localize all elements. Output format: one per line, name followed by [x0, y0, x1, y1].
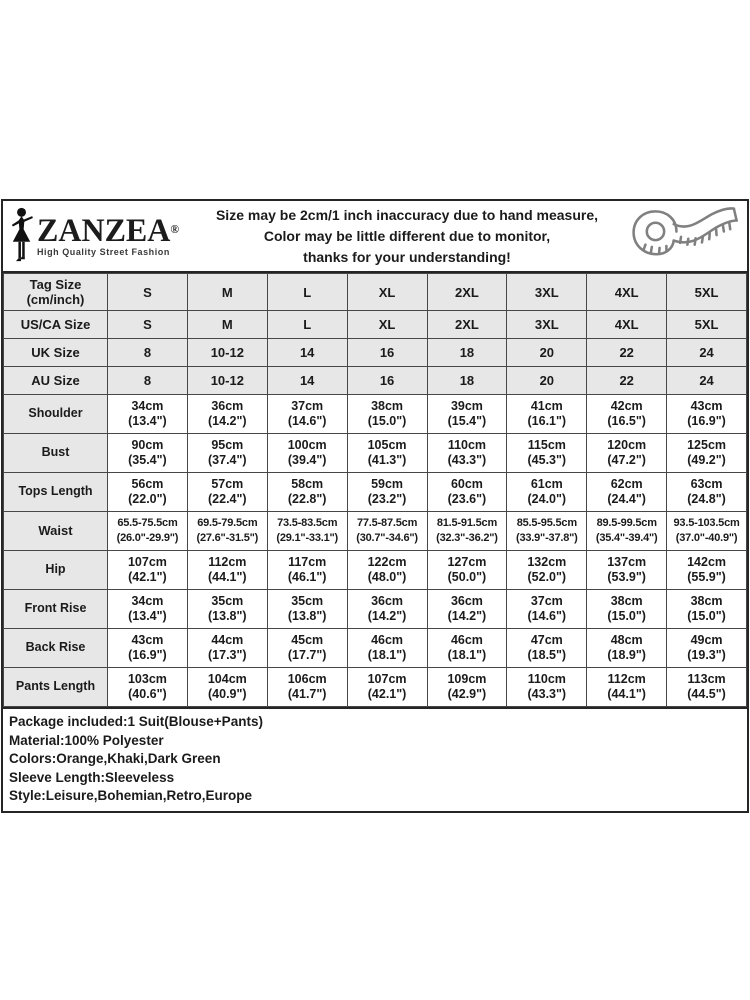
measurement-cell [108, 395, 188, 434]
row-label: UK Size [4, 339, 108, 367]
measurement-inch: (27.6"-31.5") [196, 532, 259, 544]
measurement-cell [267, 551, 347, 590]
measurement-inch: (39.4") [287, 453, 327, 467]
measurement-cell [507, 590, 587, 629]
measurement-cm: 59cm [371, 476, 404, 491]
measurement-cm: 110cm [527, 671, 566, 686]
table-row [4, 473, 747, 512]
measurement-cm: 39cm [450, 398, 483, 413]
measurement-inch: (24.0") [527, 492, 567, 506]
measurement-inch: (44.1") [607, 687, 646, 701]
measurement-cm: 89.5-99.5cm [596, 516, 657, 529]
brand-tagline: High Quality Street Fashion [37, 246, 170, 257]
measurement-cell [667, 668, 747, 707]
table-row [4, 434, 747, 473]
size-value-cell: 4XL [587, 311, 667, 339]
measurement-inch: (42.9") [447, 687, 487, 701]
row-label: Front Rise [4, 590, 108, 629]
size-value-cell: 2XL [427, 311, 507, 339]
row-label: Hip [4, 551, 108, 590]
measurement-cell [667, 551, 747, 590]
size-value-cell: 14 [267, 339, 347, 367]
measurement-cm: 105cm [367, 437, 407, 452]
measurement-cm: 34cm [131, 593, 164, 608]
measurement-cell [187, 473, 267, 512]
size-table [3, 273, 747, 707]
measurement-inch: (17.3") [208, 648, 247, 662]
size-value-cell: M [187, 311, 267, 339]
measurement-cm: 57cm [211, 476, 244, 491]
measurement-cell [108, 473, 188, 512]
measurement-cm: 103cm [127, 671, 167, 686]
measurement-cell [427, 473, 507, 512]
product-info-package: Package included:1 Suit(Blouse+Pants) [9, 714, 263, 729]
measurement-cell [507, 629, 587, 668]
measurement-cell [108, 434, 188, 473]
measurement-cm: 106cm [287, 671, 327, 686]
size-column-cell: S [108, 274, 188, 311]
measurement-cm: 122cm [367, 554, 407, 569]
measurement-cm: 47cm [530, 632, 563, 647]
measurement-cell [187, 590, 267, 629]
size-value-cell: 8 [108, 367, 188, 395]
measurement-cm: 115cm [527, 437, 566, 452]
row-label: Pants Length [4, 668, 108, 707]
measurement-inch: (14.2") [367, 609, 407, 623]
size-value-cell: S [108, 311, 188, 339]
measurement-cell [187, 512, 267, 551]
measurement-inch: (18.9") [607, 648, 646, 662]
measurement-inch: (17.7") [287, 648, 327, 662]
measurement-cell [507, 668, 587, 707]
header-label-line: Tag Size [29, 277, 82, 292]
measurement-cell [108, 668, 188, 707]
disclaimer-line-2: Color may be little different due to monitor, [263, 227, 551, 244]
disclaimer-line-3: thanks for your understanding! [303, 248, 511, 265]
product-info-style: Style:Leisure,Bohemian,Retro,Europe [9, 788, 253, 803]
size-value-cell: 10-12 [187, 339, 267, 367]
size-value-cell: 22 [587, 367, 667, 395]
measurement-cell [587, 473, 667, 512]
table-row [4, 668, 747, 707]
measurement-inch: (40.6") [128, 687, 167, 701]
measurement-cell [187, 395, 267, 434]
size-disclaimer [199, 205, 615, 268]
measurement-cm: 137cm [607, 554, 647, 569]
measurement-cell [267, 473, 347, 512]
measurement-cell [347, 668, 427, 707]
size-value-cell: 24 [667, 367, 747, 395]
measurement-cm: 65.5-75.5cm [117, 516, 178, 529]
product-info [3, 707, 747, 811]
measurement-inch: (13.8") [287, 609, 327, 623]
table-row-header [4, 274, 747, 311]
table-row [4, 551, 747, 590]
measurement-cm: 46cm [450, 632, 483, 647]
measurement-cell [347, 473, 427, 512]
size-value-cell: 16 [347, 367, 427, 395]
measurement-cm: 37cm [530, 593, 563, 608]
size-value-cell: 20 [507, 339, 587, 367]
woman-silhouette-icon [9, 207, 35, 265]
measurement-cm: 142cm [687, 554, 727, 569]
table-row [4, 395, 747, 434]
measurement-inch: (22.4") [208, 492, 247, 506]
measurement-inch: (42.1") [367, 687, 407, 701]
size-value-cell: 24 [667, 339, 747, 367]
measurement-cm: 43cm [690, 398, 723, 413]
measurement-inch: (40.9") [208, 687, 247, 701]
measurement-cm: 85.5-95.5cm [516, 516, 577, 529]
measurement-cm: 43cm [131, 632, 164, 647]
measurement-cell [187, 434, 267, 473]
measurement-cell [347, 551, 427, 590]
measurement-cm: 132cm [527, 554, 567, 569]
measurement-inch: (18.1") [367, 648, 407, 662]
measurement-cell [267, 395, 347, 434]
size-value-cell: 5XL [667, 311, 747, 339]
measurement-cell [507, 512, 587, 551]
measurement-inch: (16.1") [527, 414, 567, 428]
size-value-cell: XL [347, 311, 427, 339]
measurement-inch: (41.7") [287, 687, 327, 701]
measurement-inch: (46.1") [287, 570, 327, 584]
measurement-cm: 35cm [211, 593, 244, 608]
measurement-inch: (22.0") [128, 492, 167, 506]
measurement-cm: 120cm [607, 437, 647, 452]
measurement-cm: 100cm [287, 437, 327, 452]
measurement-inch: (37.0"-40.9") [675, 532, 738, 544]
size-value-cell: 18 [427, 367, 507, 395]
table-row [4, 512, 747, 551]
measurement-cm: 36cm [211, 398, 244, 413]
measurement-inch: (41.3") [367, 453, 407, 467]
measurement-inch: (44.1") [208, 570, 247, 584]
measurement-cm: 73.5-83.5cm [277, 516, 338, 529]
measurement-cm: 125cm [687, 437, 727, 452]
measurement-inch: (37.4") [208, 453, 247, 467]
measurement-cm: 46cm [371, 632, 404, 647]
size-column-cell: M [187, 274, 267, 311]
measurement-cm: 48cm [610, 632, 643, 647]
measurement-inch: (15.4") [447, 414, 487, 428]
measurement-cell [108, 629, 188, 668]
measurement-cell [267, 434, 347, 473]
measurement-cell [507, 395, 587, 434]
tag-size-header-cell [4, 274, 108, 311]
size-value-cell: 20 [507, 367, 587, 395]
measurement-inch: (18.5") [527, 648, 567, 662]
measurement-inch: (49.2") [687, 453, 726, 467]
measurement-inch: (22.8") [287, 492, 327, 506]
measurement-inch: (43.3") [527, 687, 567, 701]
measurement-cell [427, 551, 507, 590]
measurement-inch: (19.3") [687, 648, 726, 662]
brand-logo [3, 207, 199, 265]
size-column-cell: 3XL [507, 274, 587, 311]
row-label: Waist [4, 512, 108, 551]
measurement-cm: 38cm [371, 398, 404, 413]
measurement-inch: (33.9"-37.8") [515, 532, 578, 544]
measurement-cell [427, 590, 507, 629]
measurement-cm: 36cm [450, 593, 483, 608]
measurement-inch: (16.9") [128, 648, 167, 662]
measurement-cm: 38cm [690, 593, 723, 608]
measurement-cell [587, 395, 667, 434]
measurement-cm: 63cm [690, 476, 723, 491]
size-table-body [4, 274, 747, 707]
measurement-inch: (15.0") [367, 414, 407, 428]
table-row [4, 367, 747, 395]
measurement-cm: 58cm [291, 476, 324, 491]
measurement-cell [108, 551, 188, 590]
brand-name: ZANZEA [37, 212, 171, 249]
size-value-cell: 16 [347, 339, 427, 367]
measurement-cell [267, 512, 347, 551]
measurement-inch: (14.2") [208, 414, 247, 428]
measurement-cm: 60cm [450, 476, 483, 491]
measurement-cm: 104cm [207, 671, 247, 686]
measurement-inch: (35.4"-39.4") [595, 532, 658, 544]
measurement-cm: 81.5-91.5cm [436, 516, 498, 529]
measurement-cm: 34cm [131, 398, 164, 413]
measurement-inch: (29.1"-33.1") [276, 532, 338, 544]
measurement-cell [108, 590, 188, 629]
measurement-cell [507, 551, 587, 590]
measurement-cell [347, 590, 427, 629]
measurement-cm: 109cm [447, 671, 487, 686]
measurement-inch: (23.6") [447, 492, 487, 506]
measurement-cell [187, 668, 267, 707]
measurement-cm: 90cm [131, 437, 164, 452]
measurement-inch: (16.9") [687, 414, 726, 428]
measurement-cell [667, 434, 747, 473]
measurement-cm: 110cm [447, 437, 487, 452]
measurement-inch: (16.5") [607, 414, 646, 428]
measurement-inch: (44.5") [687, 687, 726, 701]
size-column-cell: L [267, 274, 347, 311]
size-column-cell: 4XL [587, 274, 667, 311]
measurement-cell [667, 590, 747, 629]
header-label-line: (cm/inch) [26, 292, 85, 307]
measurement-cell [587, 668, 667, 707]
measurement-inch: (35.4") [128, 453, 167, 467]
measurement-cm: 107cm [127, 554, 167, 569]
measurement-inch: (48.0") [367, 570, 407, 584]
measurement-inch: (14.6") [287, 414, 327, 428]
measurement-cell [507, 434, 587, 473]
measurement-cell [667, 629, 747, 668]
size-chart-sheet [1, 199, 749, 813]
measurement-cm: 61cm [530, 476, 563, 491]
measurement-cm: 44cm [211, 632, 244, 647]
table-row [4, 311, 747, 339]
measurement-inch: (42.1") [128, 570, 167, 584]
measurement-cm: 113cm [687, 671, 726, 686]
row-label: Bust [4, 434, 108, 473]
measurement-cell [187, 629, 267, 668]
size-column-cell: XL [347, 274, 427, 311]
table-row [4, 590, 747, 629]
row-label: Back Rise [4, 629, 108, 668]
measurement-cell [587, 629, 667, 668]
product-info-sleeve: Sleeve Length:Sleeveless [9, 769, 175, 785]
measurement-cell [187, 551, 267, 590]
measurement-cm: 112cm [208, 554, 247, 569]
tape-measure-icon [615, 205, 747, 267]
measurement-cell [427, 434, 507, 473]
measurement-cm: 69.5-79.5cm [197, 516, 258, 529]
measurement-inch: (53.9") [607, 570, 646, 584]
size-column-cell: 2XL [427, 274, 507, 311]
measurement-inch: (26.0"-29.9") [116, 532, 179, 544]
table-row [4, 339, 747, 367]
row-label: US/CA Size [4, 311, 108, 339]
measurement-cell [427, 395, 507, 434]
measurement-cm: 42cm [610, 398, 643, 413]
measurement-cm: 37cm [291, 398, 324, 413]
measurement-inch: (14.6") [527, 609, 567, 623]
measurement-cm: 77.5-87.5cm [356, 516, 418, 529]
measurement-cm: 56cm [131, 476, 164, 491]
measurement-cell [587, 551, 667, 590]
sheet-header [3, 201, 747, 273]
product-info-material: Material:100% Polyester [9, 732, 164, 748]
row-label: Shoulder [4, 395, 108, 434]
measurement-cell [347, 395, 427, 434]
table-row [4, 629, 747, 668]
measurement-inch: (30.7"-34.6") [356, 532, 418, 544]
brand-wordmark [37, 212, 180, 249]
measurement-cell [108, 512, 188, 551]
size-value-cell: L [267, 311, 347, 339]
measurement-cell [267, 629, 347, 668]
measurement-inch: (13.4") [128, 609, 167, 623]
measurement-cm: 107cm [367, 671, 407, 686]
measurement-inch: (50.0") [447, 570, 487, 584]
registered-mark: ® [170, 221, 180, 236]
measurement-cell [267, 590, 347, 629]
measurement-cell [667, 395, 747, 434]
measurement-cm: 127cm [447, 554, 487, 569]
measurement-cm: 38cm [610, 593, 643, 608]
measurement-cell [427, 512, 507, 551]
measurement-cm: 45cm [291, 632, 324, 647]
measurement-cell [267, 668, 347, 707]
measurement-cell [587, 590, 667, 629]
product-info-colors: Colors:Orange,Khaki,Dark Green [9, 751, 221, 766]
measurement-inch: (18.1") [447, 648, 487, 662]
measurement-cm: 62cm [610, 476, 643, 491]
measurement-cm: 93.5-103.5cm [673, 516, 740, 529]
measurement-inch: (24.4") [607, 492, 646, 506]
measurement-cm: 112cm [607, 671, 646, 686]
measurement-inch: (14.2") [447, 609, 487, 623]
disclaimer-line-1: Size may be 2cm/1 inch inaccuracy due to hand measure, [215, 206, 599, 223]
measurement-cm: 117cm [288, 554, 327, 569]
measurement-cm: 35cm [291, 593, 324, 608]
measurement-cm: 41cm [530, 398, 563, 413]
measurement-cell [507, 473, 587, 512]
measurement-inch: (47.2") [607, 453, 646, 467]
measurement-cell [347, 434, 427, 473]
measurement-inch: (43.3") [447, 453, 487, 467]
measurement-inch: (55.9") [687, 570, 726, 584]
measurement-inch: (45.3") [527, 453, 567, 467]
size-value-cell: 8 [108, 339, 188, 367]
measurement-inch: (15.0") [687, 609, 726, 623]
measurement-cell [347, 629, 427, 668]
measurement-cm: 49cm [690, 632, 723, 647]
measurement-cell [427, 668, 507, 707]
row-label: AU Size [4, 367, 108, 395]
size-value-cell: 22 [587, 339, 667, 367]
measurement-inch: (13.4") [128, 414, 167, 428]
measurement-inch: (32.3"-36.2") [436, 532, 498, 544]
measurement-cm: 95cm [211, 437, 244, 452]
measurement-inch: (13.8") [208, 609, 247, 623]
size-column-cell: 5XL [667, 274, 747, 311]
measurement-inch: (15.0") [607, 609, 646, 623]
measurement-cell [427, 629, 507, 668]
size-value-cell: 14 [267, 367, 347, 395]
row-label: Tops Length [4, 473, 108, 512]
size-value-cell: 18 [427, 339, 507, 367]
measurement-cell [587, 512, 667, 551]
measurement-cm: 36cm [371, 593, 404, 608]
measurement-cell [347, 512, 427, 551]
size-value-cell: 3XL [507, 311, 587, 339]
measurement-inch: (52.0") [527, 570, 567, 584]
size-value-cell: 10-12 [187, 367, 267, 395]
measurement-inch: (24.8") [687, 492, 726, 506]
measurement-inch: (23.2") [367, 492, 407, 506]
measurement-cell [667, 473, 747, 512]
measurement-cell [667, 512, 747, 551]
measurement-cell [587, 434, 667, 473]
